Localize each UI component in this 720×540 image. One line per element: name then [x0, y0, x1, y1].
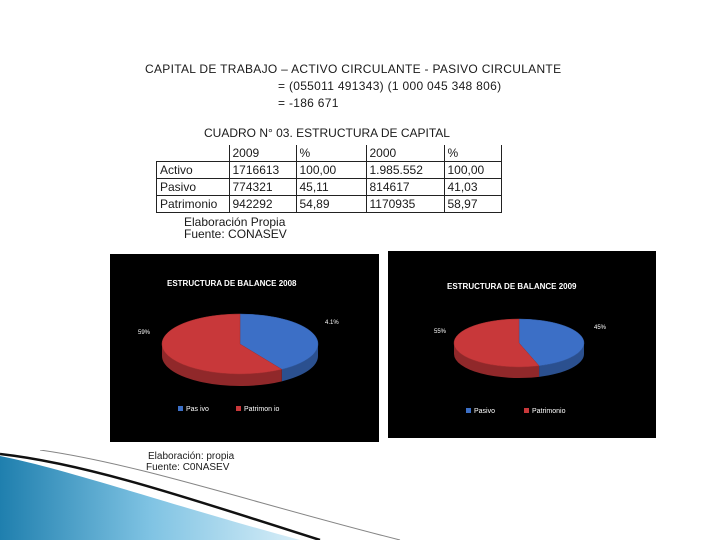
table-cell: Activo [157, 162, 230, 179]
data-label-patrimonio: 55% [434, 329, 447, 335]
table-cell: Pasivo [157, 179, 230, 196]
legend-swatch-pasivo [178, 406, 183, 411]
table-row [157, 196, 502, 213]
table-cell: 100,00 [296, 162, 366, 179]
chart-panel-2008 [110, 254, 379, 442]
table-cell: 1.985.552 [366, 162, 444, 179]
table-header-cell: % [444, 145, 501, 162]
chart-title: ESTRUCTURA DE BALANCE 2008 [167, 279, 297, 288]
footer-fuente: Fuente: C0NASEV [146, 462, 230, 473]
chart-panel-2009 [388, 251, 656, 438]
table-cell: 814617 [366, 179, 444, 196]
legend-label-pasivo: Pasivo [474, 408, 496, 415]
legend-label-pasivo: Pas ivo [186, 406, 209, 413]
table-cell: 45,11 [296, 179, 366, 196]
corner-swoosh-decoration [0, 450, 420, 540]
pie-chart-2008 [110, 254, 379, 442]
table-note-elaboracion: Elaboración Propia [184, 215, 286, 229]
legend-label-patrimonio: Patrimon io [244, 406, 280, 413]
formula-line-1: CAPITAL DE TRABAJO – ACTIVO CIRCULANTE - PASIVO CIRCULANTE [145, 62, 562, 76]
table-row [157, 162, 502, 179]
table-header-row [157, 145, 502, 162]
table-cell: Patrimonio [157, 196, 230, 213]
capital-structure-table [156, 145, 502, 213]
table-cell: 1170935 [366, 196, 444, 213]
pie-group [162, 314, 318, 386]
legend-label-patrimonio: Patrimonio [532, 408, 566, 415]
legend-swatch-patrimonio [236, 406, 241, 411]
table-cell: 774321 [229, 179, 296, 196]
pie-chart-2009 [388, 251, 656, 438]
table-cell: 1716613 [229, 162, 296, 179]
table-cell: 58,97 [444, 196, 501, 213]
data-label-pasivo: 45% [594, 325, 607, 331]
chart-title: ESTRUCTURA DE BALANCE 2009 [447, 282, 577, 291]
table-note-fuente: Fuente: CONASEV [184, 227, 287, 241]
formula-line-2: = (055011 491343) (1 000 045 348 806) [278, 79, 502, 93]
table-cell: 100,00 [444, 162, 501, 179]
pie-group [454, 319, 584, 378]
table-header-cell [157, 145, 230, 162]
data-label-patrimonio: 59% [138, 330, 151, 336]
legend-swatch-pasivo [466, 408, 471, 413]
footer-elaboracion: Elaboración: propia [148, 451, 235, 462]
table-header-cell: % [296, 145, 366, 162]
table-header-cell: 2000 [366, 145, 444, 162]
table-cell: 41,03 [444, 179, 501, 196]
table-cell: 54,89 [296, 196, 366, 213]
table-cell: 942292 [229, 196, 296, 213]
data-label-pasivo: 4.1% [325, 320, 339, 326]
formula-line-3: = -186 671 [278, 96, 339, 110]
table-title: CUADRO N° 03. ESTRUCTURA DE CAPITAL [204, 126, 450, 140]
table-header-cell: 2009 [229, 145, 296, 162]
legend-swatch-patrimonio [524, 408, 529, 413]
table-row [157, 179, 502, 196]
